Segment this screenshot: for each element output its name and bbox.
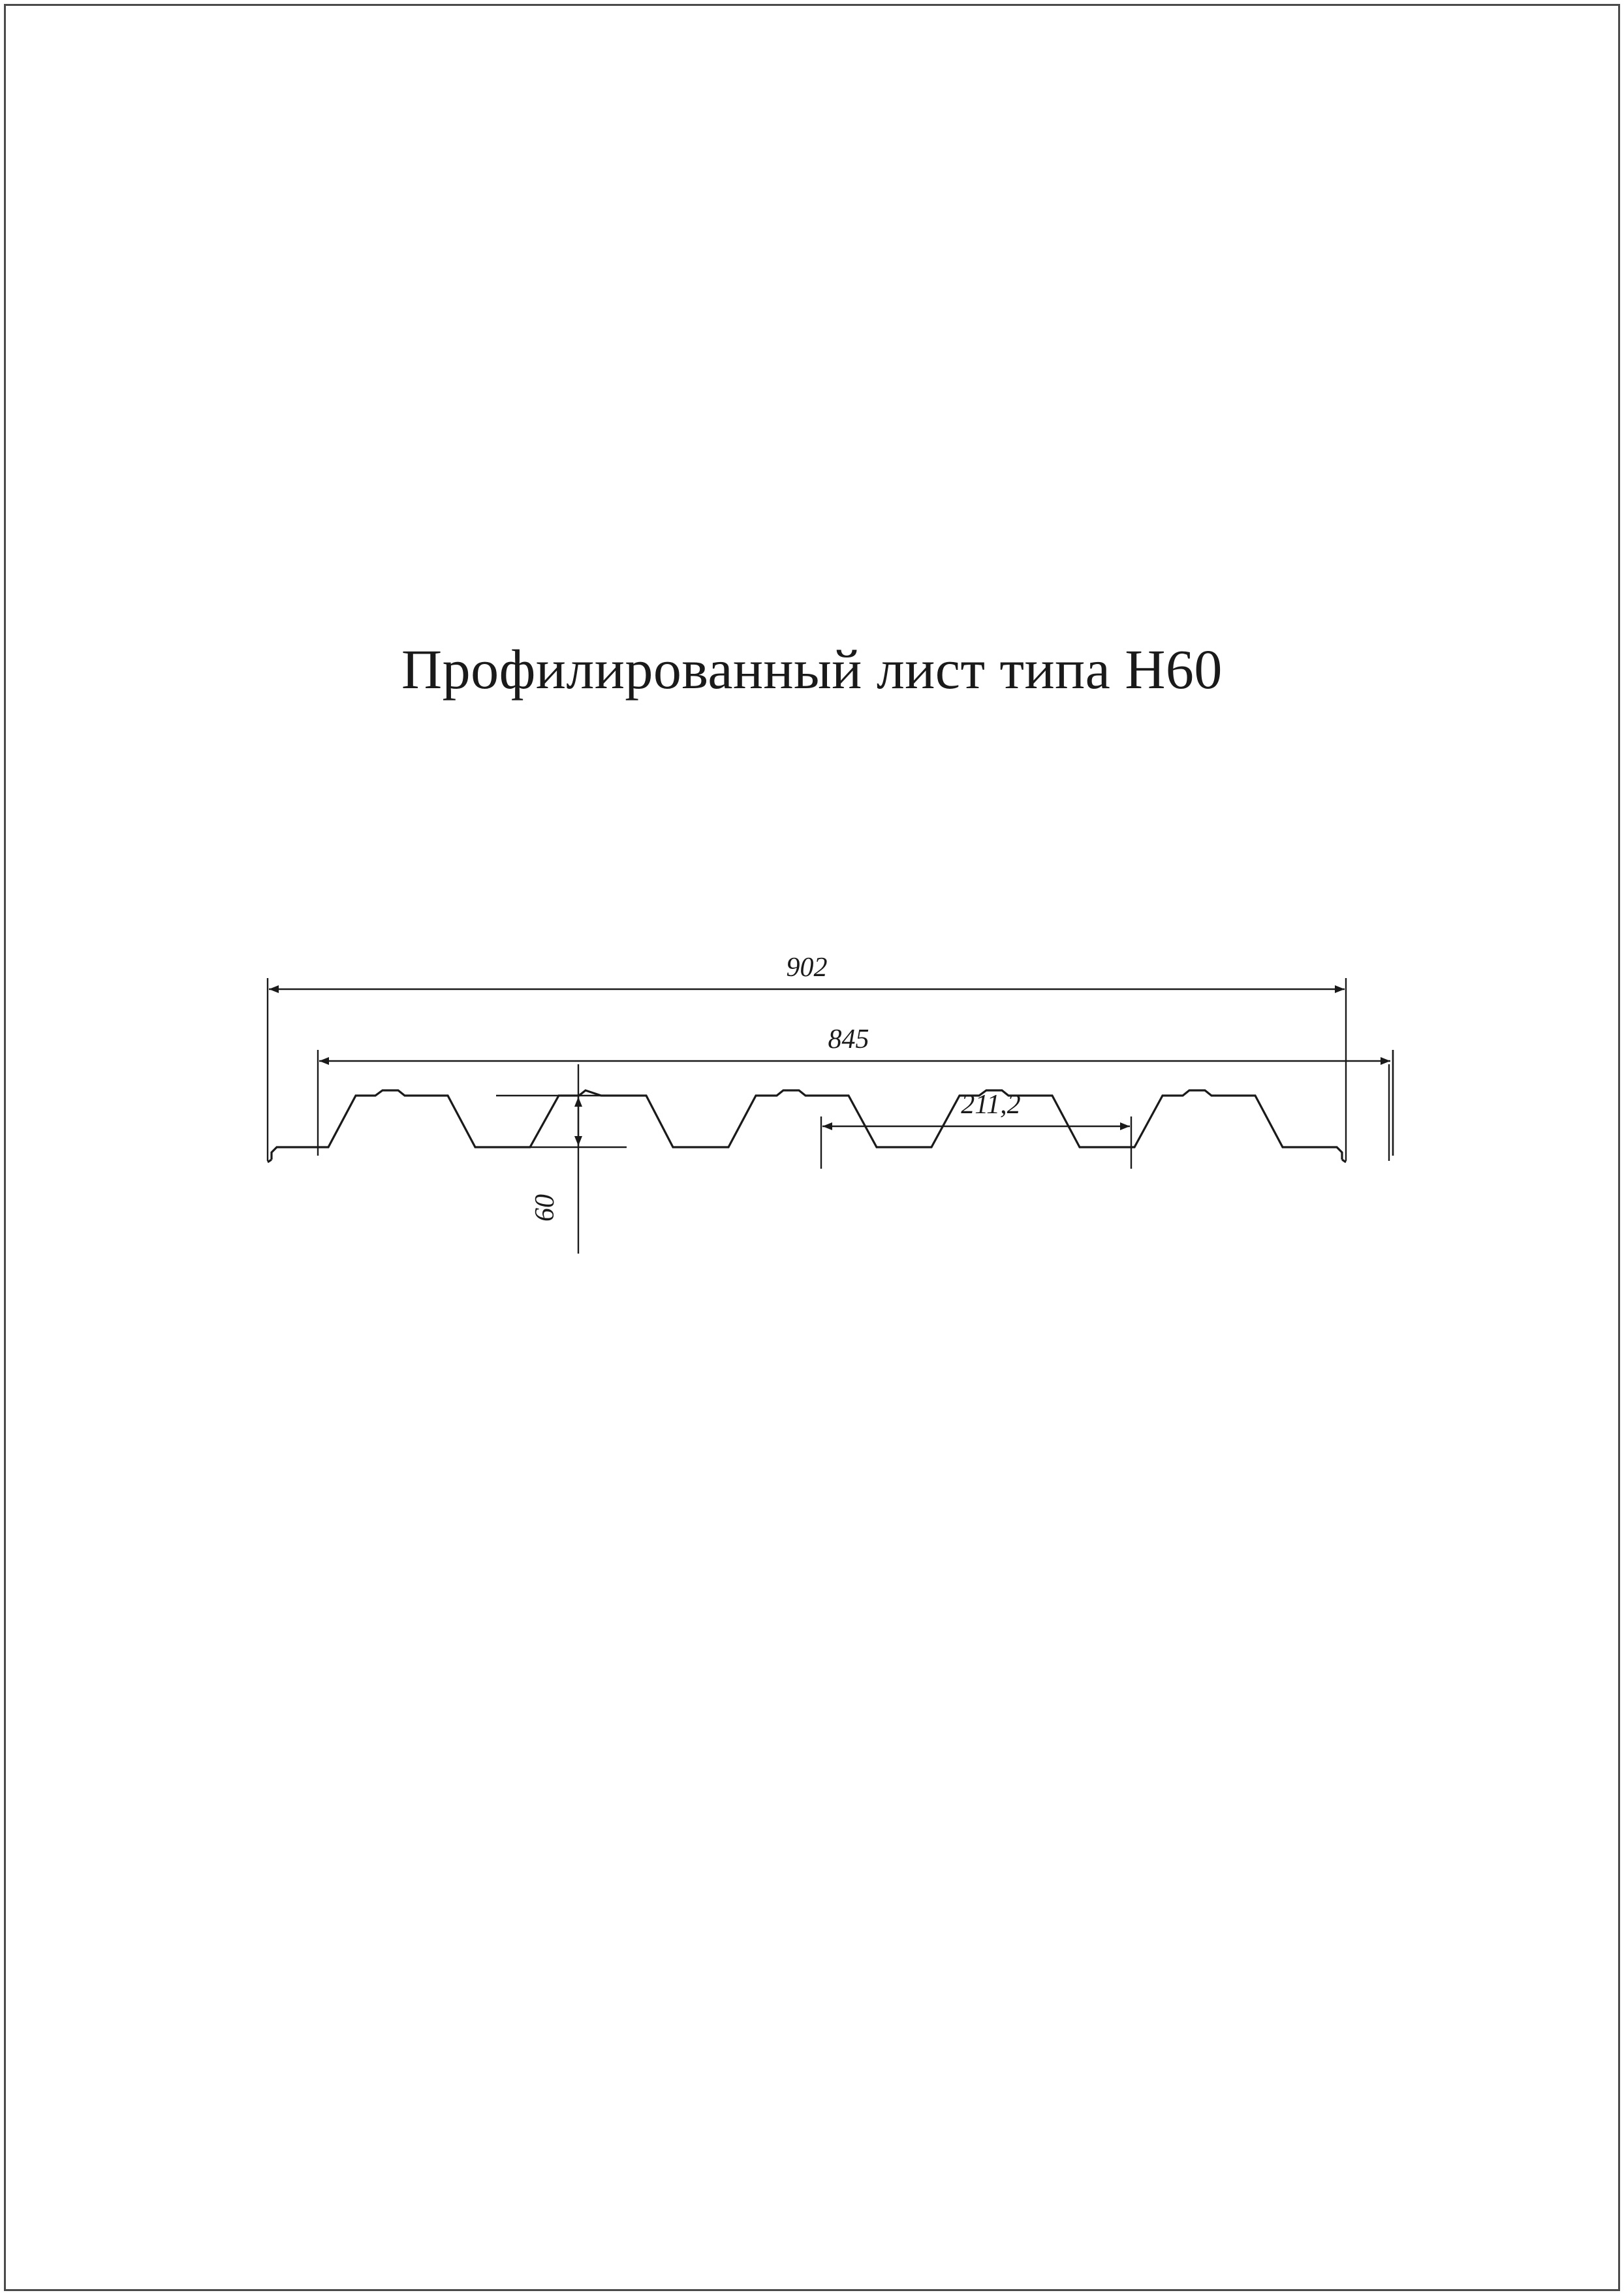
dim-label-rib-pitch: 211,2 (961, 1090, 1021, 1120)
dim-label-overall-width: 902 (786, 953, 828, 983)
dim-label-rib-height: 60 (530, 1194, 560, 1222)
profile-outline (272, 1090, 1342, 1160)
profile-drawing (0, 803, 1624, 1325)
dim-label-useful-width: 845 (828, 1024, 869, 1054)
page-title: Профилированный лист типа Н60 (401, 638, 1223, 701)
